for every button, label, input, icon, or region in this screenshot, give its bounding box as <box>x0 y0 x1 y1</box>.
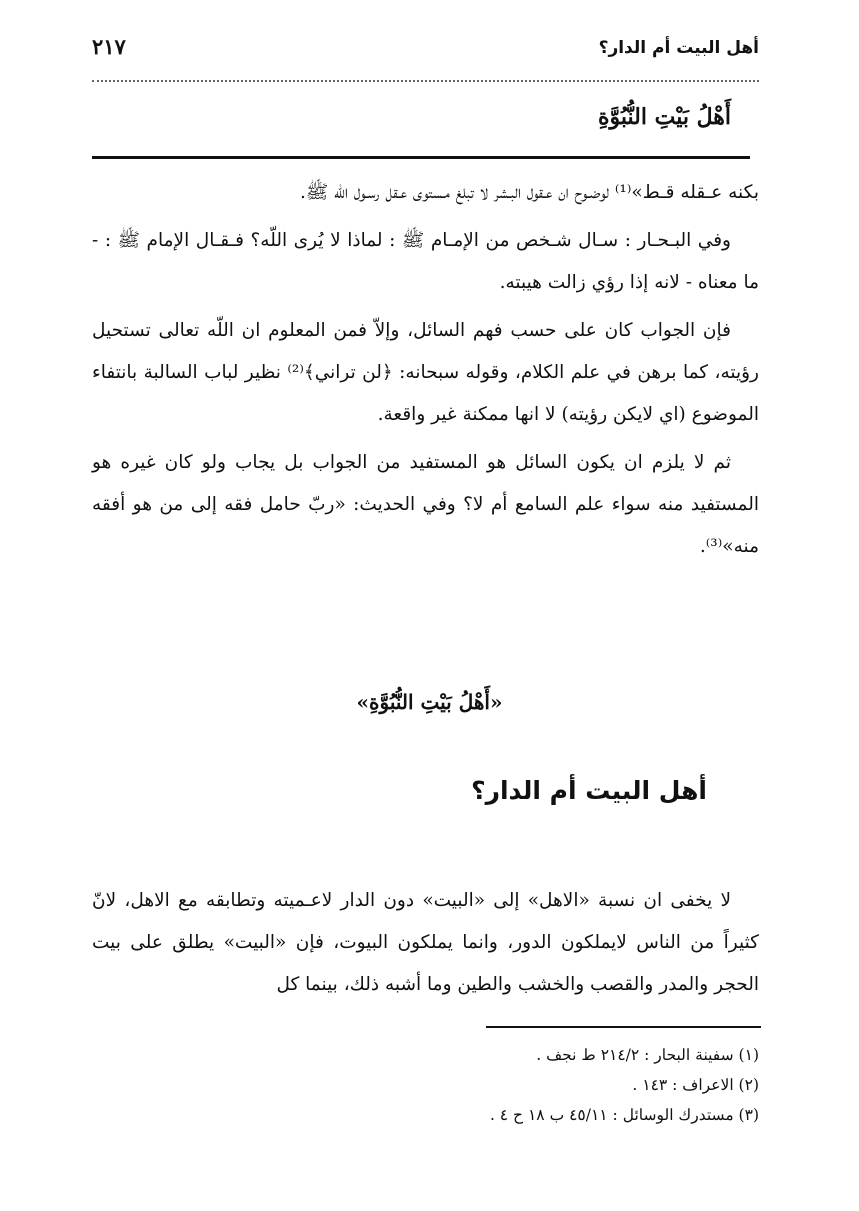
body-block-2 <box>92 880 759 1012</box>
header-dotted-divider <box>92 80 759 82</box>
page-number: ٢١٧ <box>92 34 126 59</box>
running-title: أهل البيت أم الدار؟ <box>598 38 759 58</box>
footnotes <box>300 1040 759 1130</box>
series-logo-mid: «أَهْلُ بَيْتِ النُّبُوَّةِ» <box>356 690 503 714</box>
paragraph: بكنه عـقله قـط»⁽¹⁾ لوضـوح ان عـقول البـشر لا تبلغ مـستوى عـقل رسـول اللّه ﷺ. <box>299 182 759 203</box>
paragraph: لا يخفى ان نسبة «الاهل» إلى «البيت» دون الدار لاعـميته وتطابقه مع الاهل، لانّ كثيراً من الناس لايملكون الدور، وانما يملكون البيوت، فإن «البيت» يطلق على بيت الحجر والمدر والقصب والخشب والطين وما أشبه ذلك، بينما كل <box>92 890 759 995</box>
footnote: (٢) الاعراف : ١٤٣ . <box>632 1076 759 1094</box>
footnote-rule <box>486 1026 761 1028</box>
footnote: (١) سفينة البحار : ٢١٤/٢ ط نجف . <box>536 1046 759 1064</box>
body-block-1 <box>92 172 759 574</box>
series-logo-top: أَهْلُ بَيْتِ النُّبُوَّةِ <box>597 104 731 130</box>
footnote: (٣) مستدرك الوسائل : ٤٥/١١ ب ١٨ ح ٤ . <box>489 1106 759 1124</box>
paragraph: وفي البـحـار : سـال شـخص من الإمـام ﷺ : لماذا لا يُرى اللّه؟ فـقـال الإمام ﷺ : - ما معناه - لانه إذا رؤي زالت هيبته. <box>92 230 759 293</box>
paragraph: ثم لا يلزم ان يكون السائل هو المستفيد من الجواب بل يجاب ولو كان غيره هو المستفيد منه سواء علم السامع أم لا؟ وفي الحديث: «ربّ حامل فقه إلى من هو أفقه منه»⁽³⁾. <box>92 452 759 557</box>
top-rule <box>92 156 750 159</box>
running-header <box>92 34 759 64</box>
paragraph: فإن الجواب كان على حسب فهم السائل، وإلاّ فمن المعلوم ان اللّه تعالى تستحيل رؤيته، كما برهن في علم الكلام، وقوله سبحانه: ﴿لن تراني﴾⁽²⁾ نظير لباب السالبة بانتفاء الموضوع (اي لايكن رؤيته) لا انها ممكنة غير واقعة. <box>92 320 759 425</box>
section-title: أهل البيت أم الدار؟ <box>471 776 707 805</box>
